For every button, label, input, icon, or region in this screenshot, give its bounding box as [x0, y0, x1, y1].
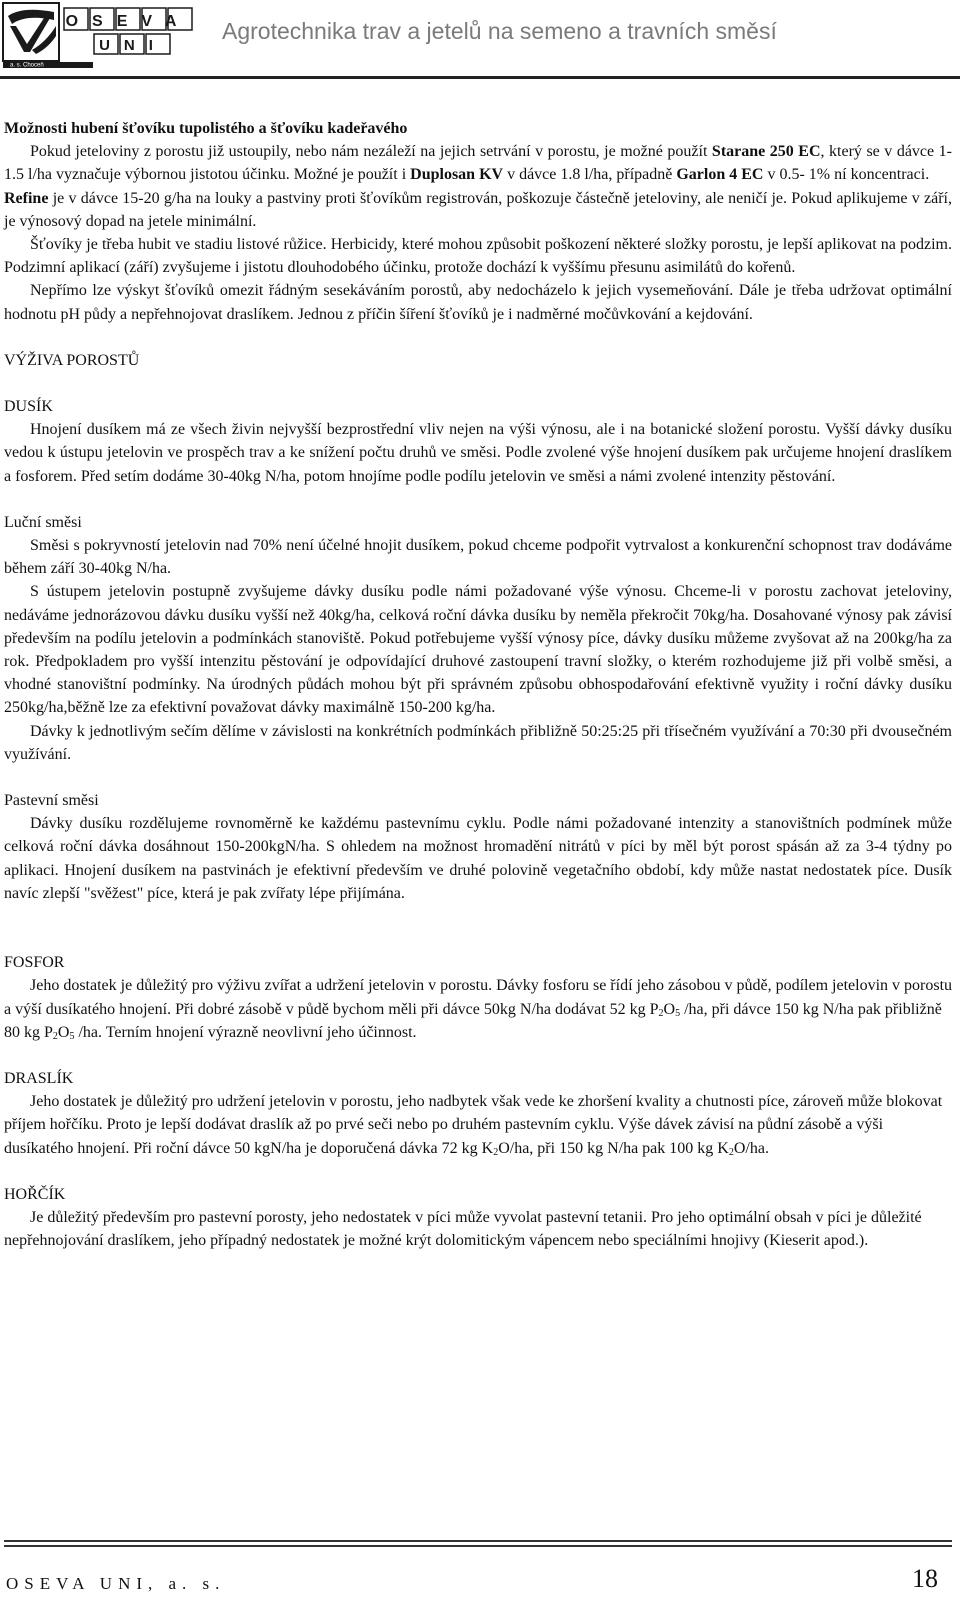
subheading-pastevni-smesi: Pastevní směsi	[4, 792, 99, 810]
logo-brand-bottom: UNI	[99, 37, 167, 54]
product-name: Garlon 4 EC	[676, 166, 764, 184]
oseva-uni-logo-icon	[2, 2, 198, 68]
paragraph: Dávky dusíku rozdělujeme rovnoměrně ke každému pastevnímu cyklu. Podle námi požadované intenzity a stanovištních podmínek může celková roční dávka dosáhnout 150-200kgN/ha. S ohledem na možnost hromadění nitrátů v píci by měl být porost spásán až za 3-4 týdny po aplikaci. Hnojení dusíkem na pastvinách je efektivní především ve druhé polovině vegetačního období, kdy může nastat nedostatek píce. Dusík navíc zlepší "svěžest" píce, která je pak zvířaty lépe přijímána.	[4, 815, 952, 902]
paragraph: Směsi s pokryvností jetelovin nad 70% není účelné hnojit dusíkem, pokud chceme podpořit vytrvalost a konkurenční schopnost trav dodáváme během září 30-40kg N/ha.	[4, 537, 952, 578]
document-body	[4, 117, 952, 1252]
paragraph: Jeho dostatek je důležitý pro výživu zvířat a udržení jetelovin v porostu. Dávky fosforu se řídí jeho zásobou v půdě, podílem jetelovin v porostu a výší dusíkatého hnojení. Při dobré zásobě v půdě bychom měli při dávce 50kg N/ha dodávat 52 kg $P_2O_5$ /ha, při dávce 150 kg N/ha pak přibližně 80 kg $P_2O_5$ /ha. Terním hnojení výrazně neovlivní jeho účinnost.	[4, 977, 953, 1042]
paragraph: Nepřímo lze výskyt šťovíků omezit řádným sesekáváním porostů, aby nedocházelo k jejich vysemeňování. Dále je třeba udržovat optimální hodnotu pH půdy a nepřehnojovat draslíkem. Jednou z příčin šíření šťovíků je i nadměrné močůvkování a kejdování.	[4, 282, 952, 323]
section-heading-horcik: HOŘČÍK	[4, 1185, 66, 1203]
section-heading-fosfor: FOSFOR	[4, 954, 65, 972]
header-divider	[0, 76, 960, 79]
section-heading-draslik: DRASLÍK	[4, 1069, 74, 1087]
page-header	[0, 0, 960, 80]
paragraph: S ústupem jetelovin postupně zvyšujeme dávky dusíku podle námi požadované výše výnosu. Chceme-li v porostu zachovat jeteloviny, nedáváme jednorázovou dávku dusíku vyšší než 40kg/ha, celková roční dávka dusíku by neměla překročit 70kg/ha. Dosahované výnosy pak závisí především na podílu jetelovin a podmínkách stanoviště. Pokud potřebujeme vyšší výnosy píce, dávky dusíku můžeme zvyšovat až na 200kg/ha za rok. Předpokladem pro vyšší intenzitu pěstování je odpovídající druhové zastoupení travní složky, o kterém rozhodujeme již při volbě směsi, a vhodné stanovištní podmínky. Na úrodných půdách mohou být při správném způsobu obhospodařování efektivně využity i roční dávky dusíku 250kg/ha,běžně lze za efektivní považovat dávky maximálně 150-200 kg/ha.	[4, 583, 952, 717]
section-title-stovik: Možnosti hubení šťovíku tupolistého a šťovíku kadeřavého	[4, 120, 408, 137]
footer-divider	[4, 1545, 952, 1547]
section-heading-vyziva: VÝŽIVA POROSTŮ	[4, 351, 140, 369]
paragraph: Šťovíky je třeba hubit ve stadiu listové růžice. Herbicidy, které mohou způsobit poškození některé složky porostu, je lepší aplikovat na podzim. Podzimní aplikací (září) zvyšujeme i jistotu dlouhodobého účinku, protože dochází k vyššímu přesunu asimilátů do kořenů.	[4, 236, 952, 277]
product-name: Refine	[4, 189, 49, 207]
logo-subtitle: a. s. Choceň	[10, 62, 44, 68]
paragraph: Pokud jeteloviny z porostu již ustoupily, nebo nám nezáleží na jejich setrvání v porostu, je možné použít Starane 250 EC, který se v dávce 1-1.5 l/ha vyznačuje výbornou jistotou účinku. Možné je použít i Duplosan KV v dávce 1.8 l/ha, případně Garlon 4 EC v 0.5- 1% ní koncentraci.	[4, 143, 952, 184]
paragraph: Refine je v dávce 15-20 g/ha na louky a pastviny proti šťovíkům registrován, poškozuje částečně jeteloviny, ale neničí je. Pokud aplikujeme v září, je výnosový dopad na jetele minimální.	[4, 189, 952, 230]
footer-divider	[4, 1540, 952, 1542]
paragraph: Jeho dostatek je důležitý pro udržení jetelovin v porostu, jeho nadbytek však vede ke zhoršení kvality a chutnosti píce, zároveň může blokovat příjem hořčíku. Proto je lepší dodávat draslík až po prvé seči nebo po druhém pastevním cyklu. Výše dávek závisí na půdní zásobě a výši dusíkatého hnojení. Při roční dávce 50 kgN/ha je doporučená dávka 72 kg $K_2O/ha$, při 150 kg N/ha pak 100 kg $K_2O/ha$.	[4, 1093, 943, 1158]
section-heading-dusik: DUSÍK	[4, 398, 53, 416]
product-name: Duplosan KV	[410, 166, 504, 184]
paragraph: Hnojení dusíkem má ze všech živin nejvyšší bezprostřední vliv nejen na výši výnosu, ale i na botanické složení porostu. Vyšší dávky dusíku vedou k ústupu jetelovin ve prospěch trav a ke snížení počtu druhů ve směsi. Podle zvolené výše hnojení dusíkem pak určujeme hnojení draslíkem a fosforem. Před setím dodáme 30-40kg N/ha, potom hnojíme podle podílu jetelovin ve směsi a námi zvolené intenzity pěstování.	[4, 421, 952, 485]
logo-brand-top: OSEVA	[65, 13, 191, 30]
product-name: Starane 250 EC	[711, 143, 821, 161]
header-title: Agrotechnika trav a jetelů na semeno a travních směsí	[222, 18, 777, 44]
footer-company: OSEVA UNI, a. s.	[6, 1574, 226, 1593]
page-number: 18	[912, 1564, 938, 1593]
paragraph: Je důležitý především pro pastevní porosty, jeho nedostatek v píci může vyvolat pastevní tetanii. Pro jeho optimální obsah v píci je důležité nepřehnojování draslíkem, jeho případný nedostatek je možné krýt dolomitickým vápencem nebo speciálními hnojivy (Kieserit apod.).	[4, 1208, 922, 1250]
paragraph: Dávky k jednotlivým sečím dělíme v závislosti na konkrétních podmínkách přibližně 50:25:25 při třísečném využívání a 70:30 při dvousečném využívání.	[4, 722, 952, 763]
subheading-lucni-smesi: Luční směsi	[4, 513, 82, 531]
